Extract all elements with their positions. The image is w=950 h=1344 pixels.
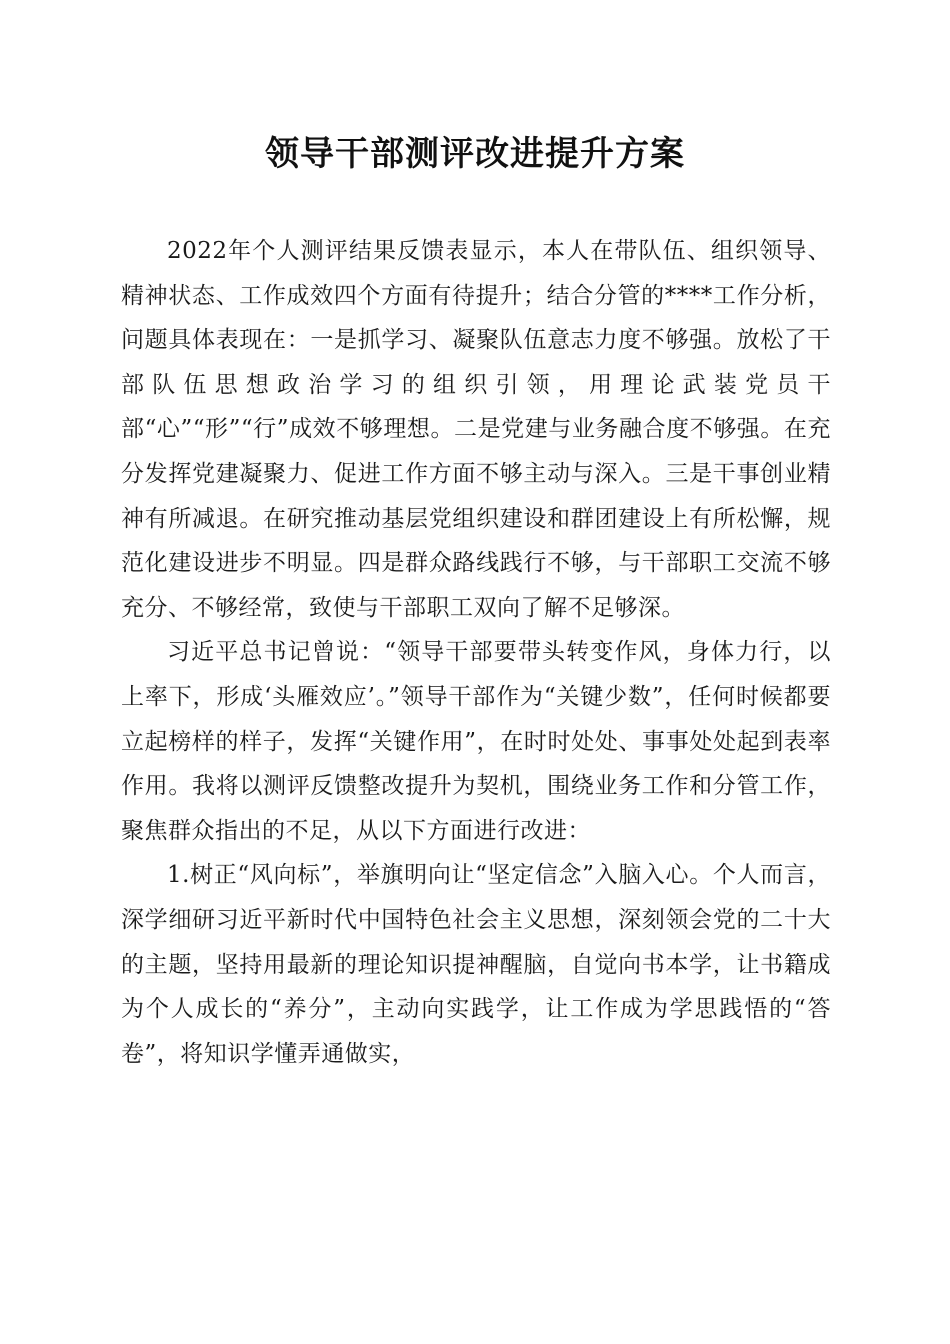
paragraph-quote-and-plan: 习近平总书记曾说：“领导干部要带头转变作风，身体力行，以上率下，形成‘头雁效应’。”领导干部作为“关键少数”，任何时候都要立起榜样的样子，发挥“关键作用”，在时时处处、事事处处起到表率作用。我将以测评反馈整改提升为契机，围绕业务工作和分管工作，聚焦群众指出的不足，从以下方面进行改进： (121, 639, 831, 844)
document-title: 领导干部测评改进提升方案 (265, 134, 685, 174)
paragraph-assessment-issues: 2022年个人测评结果反馈表显示，本人在带队伍、组织领导、精神状态、工作成效四个方面有待提升；结合分管的****工作分析，问题具体表现在：一是抓学习、凝聚队伍意志力度不够强。放松了干部队伍思想政治学习的组织引领，用理论武装党员干部“心”“形”“行”成效不够理想。二是党建与业务融合度不够强。在充分发挥党建凝聚力、促进工作方面不够主动与深入。三是干事创业精神有所减退。在研究推动基层党组织建设和群团建设上有所松懈，规范化建设进步不明显。四是群众路线践行不够，与干部职工交流不够充分、不够经常，致使与干部职工双向了解不足够深。 (121, 238, 831, 621)
paragraph-measure-1: 1.树正“风向标”，举旗明向让“坚定信念”入脑入心。个人而言，深学细研习近平新时代中国特色社会主义思想，深刻领会党的二十大的主题，坚持用最新的理论知识提神醒脑，自觉向书本学，让书籍成为个人成长的“养分”，主动向实践学，让工作成为学思践悟的“答卷”，将知识学懂弄通做实， (121, 862, 831, 1067)
document-body (121, 229, 831, 1076)
